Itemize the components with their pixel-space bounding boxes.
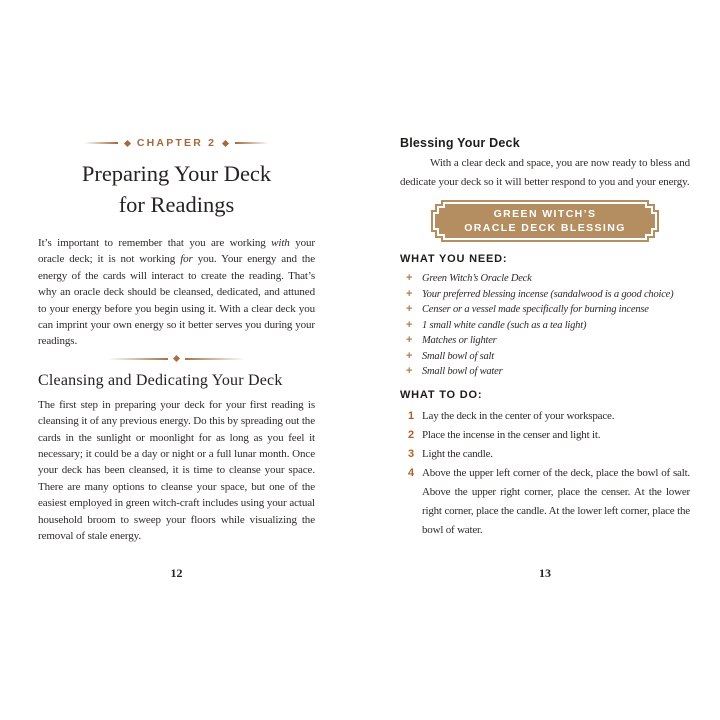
- page-number-right: 13: [539, 566, 551, 580]
- section-heading: Cleansing and Dedicating Your Deck: [38, 371, 283, 389]
- chapter-title-line1: Preparing Your Deck: [81, 161, 272, 186]
- left-page: [38, 136, 315, 545]
- list-item: [400, 302, 690, 318]
- list-item: [400, 333, 690, 349]
- list-item-text: Censer or a vessel made specifically for burning incense: [422, 304, 649, 315]
- chapter-ornament-right-line: [235, 142, 269, 144]
- section-divider: [38, 355, 315, 363]
- what-to-do-label: WHAT TO DO:: [400, 388, 483, 401]
- blessing-heading: Blessing Your Deck: [400, 136, 520, 150]
- blessing-plaque: [431, 200, 659, 242]
- list-item: [400, 318, 690, 334]
- list-item: [400, 464, 690, 540]
- right-page: [400, 136, 690, 540]
- intro-emphasis-with: with: [271, 237, 290, 249]
- diamond-icon: [124, 139, 131, 146]
- plaque-title: [431, 200, 659, 242]
- step-number: 4: [408, 466, 415, 479]
- intro-text: your oracle deck; it is not working: [38, 237, 315, 266]
- divider-left-line: [108, 358, 168, 360]
- step-text: Place the incense in the censer and light it.: [422, 428, 601, 441]
- plus-bullet-icon: +: [406, 303, 413, 315]
- plaque-title-line1: GREEN WITCH’S: [493, 207, 597, 220]
- blessing-paragraph: With a clear deck and space, you are now ready to bless and dedicate your deck so it will better respond to you and your energy.: [400, 157, 690, 188]
- plus-bullet-icon: +: [406, 349, 413, 362]
- intro-paragraph: [38, 235, 315, 350]
- list-item: [400, 287, 690, 303]
- plus-bullet-icon: +: [406, 318, 413, 331]
- what-you-need-label: WHAT YOU NEED:: [400, 253, 508, 265]
- list-item-text: Small bowl of salt: [422, 350, 494, 362]
- intro-text: It’s important to remember that you are working: [38, 237, 272, 249]
- plaque-title-line2: ORACLE DECK BLESSING: [464, 221, 626, 234]
- list-item-text: Matches or lighter: [422, 335, 497, 346]
- chapter-label: CHAPTER 2: [136, 137, 217, 149]
- step-number: 2: [408, 428, 415, 441]
- list-item-text: Your preferred blessing incense (sandalwood is a good choice): [422, 288, 674, 300]
- diamond-icon: [222, 139, 229, 146]
- list-item: [400, 426, 690, 445]
- what-you-need-list: [400, 271, 690, 380]
- step-text: Above the upper left corner of the deck, place the bowl of salt. Above the upper right corner, place the censer. At the lower right corner, place the candle. At the lower left corner, place the bowl of water.: [422, 466, 690, 536]
- step-number: 3: [408, 447, 415, 460]
- step-number: 1: [408, 409, 415, 422]
- chapter-heading: [38, 136, 315, 150]
- chapter-title-line2: for Readings: [118, 192, 235, 217]
- list-item: [400, 407, 690, 426]
- list-item: [400, 445, 690, 464]
- page-number-left: 12: [170, 566, 183, 580]
- body-paragraph: The first step in preparing your deck for your first reading is cleansing it of any previous energy. Do this by spreading out the cards in the sunlight or moonlight for as long as you feel it necessary; it could be a day or night or a full lunar month. Once your deck has been cleansed, it is time to cleanse your space. There are many options to cleanse your space, but one of the easiest employed in green witch-craft includes using your actual household broom to sweep your floors while visualizing the removal of stale energy.: [38, 398, 315, 543]
- step-text: Light the candle.: [422, 447, 493, 460]
- chapter-ornament-left-line: [84, 142, 118, 144]
- plus-bullet-icon: +: [406, 365, 413, 377]
- chapter-title: [38, 158, 315, 220]
- plus-bullet-icon: +: [406, 272, 413, 284]
- divider-right-line: [185, 358, 245, 360]
- plus-bullet-icon: +: [406, 334, 413, 346]
- list-item: [400, 349, 690, 365]
- step-text: Lay the deck in the center of your workspace.: [422, 409, 615, 422]
- plus-bullet-icon: +: [406, 287, 413, 300]
- intro-text: you. Your energy and the energy of the cards will interact to create the reading. That’s why an oracle deck should be cleansed, dedicated, and attuned to your energy before you begin using it. With a clear deck you can imprint your own energy so it better serves you during your readings.: [38, 253, 315, 348]
- intro-emphasis-for: for: [180, 253, 193, 266]
- what-to-do-list: [400, 407, 690, 540]
- list-item-text: 1 small white candle (such as a tea light): [422, 319, 587, 331]
- list-item-text: Green Witch’s Oracle Deck: [422, 273, 532, 284]
- diamond-icon: [173, 355, 180, 362]
- list-item: [400, 271, 690, 287]
- list-item-text: Small bowl of water: [422, 366, 503, 377]
- list-item: [400, 364, 690, 380]
